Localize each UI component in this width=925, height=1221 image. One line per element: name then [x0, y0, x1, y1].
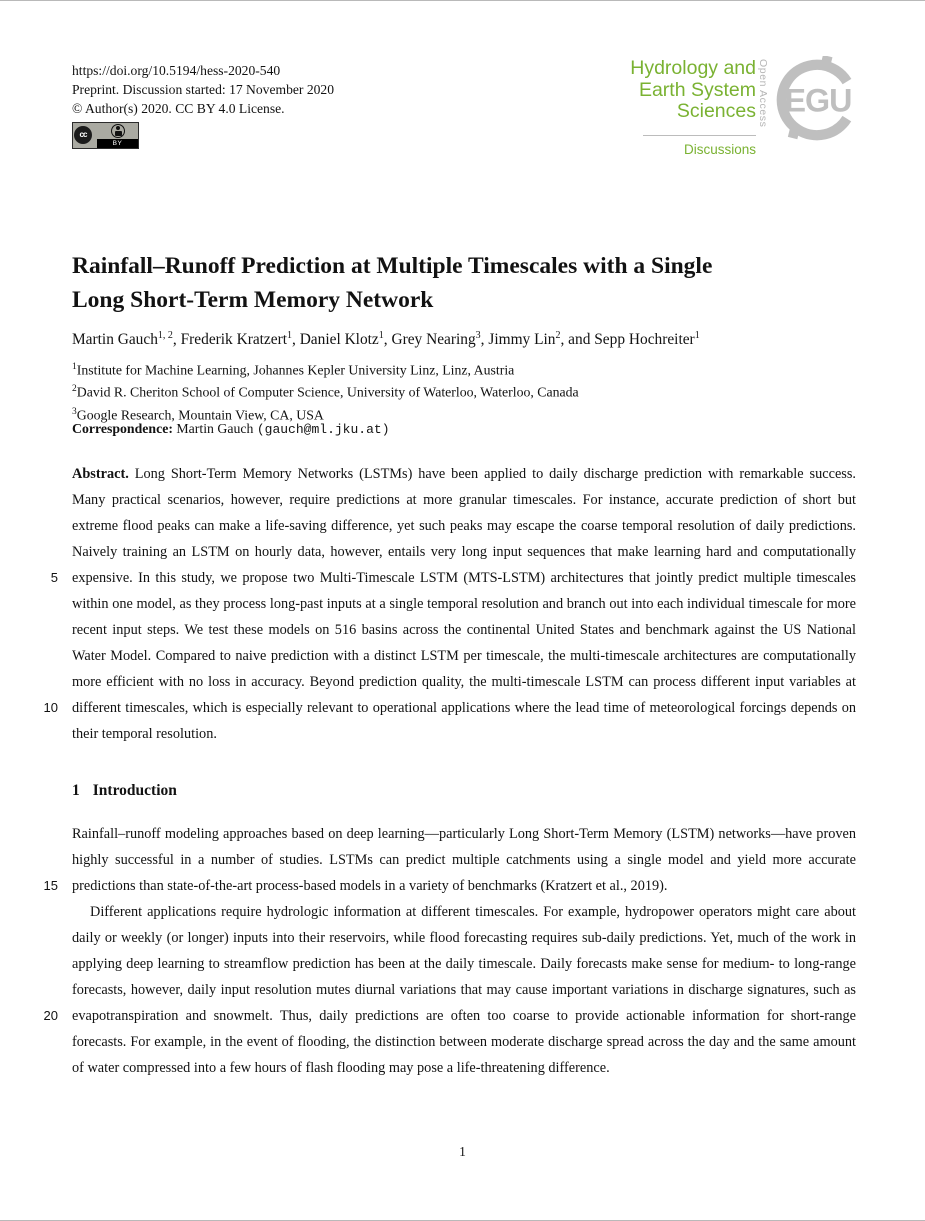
- intro-paragraph-2: Different applications require hydrologic information at different timescales. For example, hydropower operators might care about daily or weekly (or longer) inputs into their reservoirs, while flood forecasting requires sub-daily predictions. Yet, much of the work in applying deep learning to streamflow prediction has been at the daily timescale. Daily forecasts make sense for medium- to long-range forecasts, however, daily input resolution mutes diurnal variations that may cause important variations in discharge signatures, such as evapotranspiration and snowmelt. Thus, daily predictions are often too coarse to provide actionable information for short-range forecasts. For example, in the event of flooding, the distinction between moderate discharge spread across the day and the same amount of water compressed into a few hours of flash flooding may pose a life-threatening difference.: [72, 904, 856, 1076]
- journal-rule: [480, 123, 756, 141]
- author-affiliation-marker: 1: [287, 330, 292, 341]
- author-affiliation-marker: 1: [694, 330, 700, 341]
- paper-title-line2: Long Short-Term Memory Network: [72, 286, 434, 313]
- license-text: © Author(s) 2020. CC BY 4.0 License.: [72, 101, 285, 116]
- page-number: 1: [459, 1144, 466, 1159]
- affiliation-item: $^1$Institute for Machine Learning, Johannes Kepler University Linz, Linz, Austria: [72, 362, 515, 378]
- journal-name-block: [480, 58, 756, 157]
- journal-name-line2: Earth System: [638, 78, 756, 101]
- line-number-20: 20: [43, 1008, 58, 1023]
- svg-text:EGU: EGU: [784, 82, 852, 119]
- author-affiliation-marker: 2: [555, 330, 561, 341]
- abstract-paragraph: [72, 461, 856, 747]
- correspondence-label: Correspondence:: [72, 421, 173, 436]
- abstract-text: Long Short-Term Memory Networks (LSTMs) have been applied to daily discharge prediction with remarkable success. Many practical scenarios, however, require predictions at more granular timescales. For instance, accurate prediction of short but extreme flood peaks can make a life-saving difference, yet such peaks may escape the coarse temporal resolution of daily predictions. Naively training an LSTM on hourly data, however, entails very long input sequences that make learning hard and computationally expensive. In this study, we propose two Multi-Timescale LSTM (MTS-LSTM) architectures that jointly predict multiple timescales within one model, as they process long-past inputs at a single temporal resolution and branch out into each individual timescale for more recent input steps. We test these models on 516 basins across the continental United States and benchmark against the US National Water Model. Compared to naive prediction with a distinct LSTM per timescale, the multi-timescale architectures are computationally more efficient with no loss in accuracy. Beyond prediction quality, the multi-timescale LSTM can process different input variables at different timescales, which is especially relevant to operational applications where the lead time of meteorological forcings depends on their temporal resolution.: [72, 466, 857, 742]
- header-left-block: [72, 61, 334, 118]
- correspondence-name: Martin Gauch: [176, 421, 257, 436]
- author-affiliation-marker: 1: [378, 330, 384, 341]
- cc-logo-icon: cc: [74, 126, 92, 144]
- correspondence-open-paren: (: [256, 422, 265, 437]
- affiliation-item: $^3$Google Research, Mountain View, CA, USA: [72, 406, 324, 423]
- preprint-status-text: Preprint. Discussion started: 17 November 2020: [72, 82, 335, 97]
- cc-person-icon: [111, 124, 125, 138]
- journal-name-line3: Sciences: [676, 100, 756, 122]
- author-affiliation-marker: 3: [475, 330, 481, 341]
- doi-text: https://doi.org/10.5194/hess-2020-540: [72, 63, 281, 78]
- section-number: 1: [72, 782, 80, 799]
- cc-by-label: BY: [97, 139, 138, 148]
- section-title: Introduction: [92, 782, 177, 799]
- author-affiliation-marker: 1, 2: [157, 330, 173, 341]
- affiliation-item: $^2$David R. Cheriton School of Computer Science, University of Waterloo, Waterloo, Canada: [72, 384, 579, 400]
- paper-title-line1: Rainfall–Runoff Prediction at Multiple Timescales with a Single: [72, 253, 713, 279]
- intro-paragraph-1: Rainfall–runoff modeling approaches based on deep learning—particularly Long Short-Term Memory (LSTM) networks—have proven highly successful in a number of studies. LSTMs can predict multiple catchments using a single model and yield more accurate predictions than state-of-the-art process-based models in a variety of benchmarks (Kratzert et al., 2019).: [72, 826, 856, 894]
- journal-subtitle: Discussions: [683, 141, 756, 157]
- journal-name-line1: Hydrology and: [630, 57, 756, 79]
- open-access-label: Open Access: [757, 59, 769, 128]
- correspondence-email: gauch@ml.jku.at: [264, 422, 382, 437]
- paper-title: [72, 250, 862, 317]
- line-number-10: 10: [43, 700, 58, 715]
- egu-logo-icon: [773, 56, 861, 144]
- section-heading-introduction: [72, 782, 177, 800]
- introduction-body: [72, 821, 856, 1081]
- correspondence-line: [72, 421, 862, 437]
- line-number-15: 15: [43, 878, 58, 893]
- line-number-5: 5: [50, 570, 58, 585]
- affiliation-list: [72, 358, 862, 425]
- abstract-label: Abstract.: [72, 466, 129, 482]
- author-line: Martin Gauch$^{1, 2}$, Frederik Kratzert$^1$, Daniel Klotz$^1$, Grey Nearing$^3$, Jimmy Lin$^2$, and Sepp Hochreiter$^1$: [72, 330, 700, 349]
- correspondence-close-paren: ): [381, 422, 390, 437]
- cc-by-badge: [72, 122, 139, 149]
- egu-logo: [773, 56, 861, 149]
